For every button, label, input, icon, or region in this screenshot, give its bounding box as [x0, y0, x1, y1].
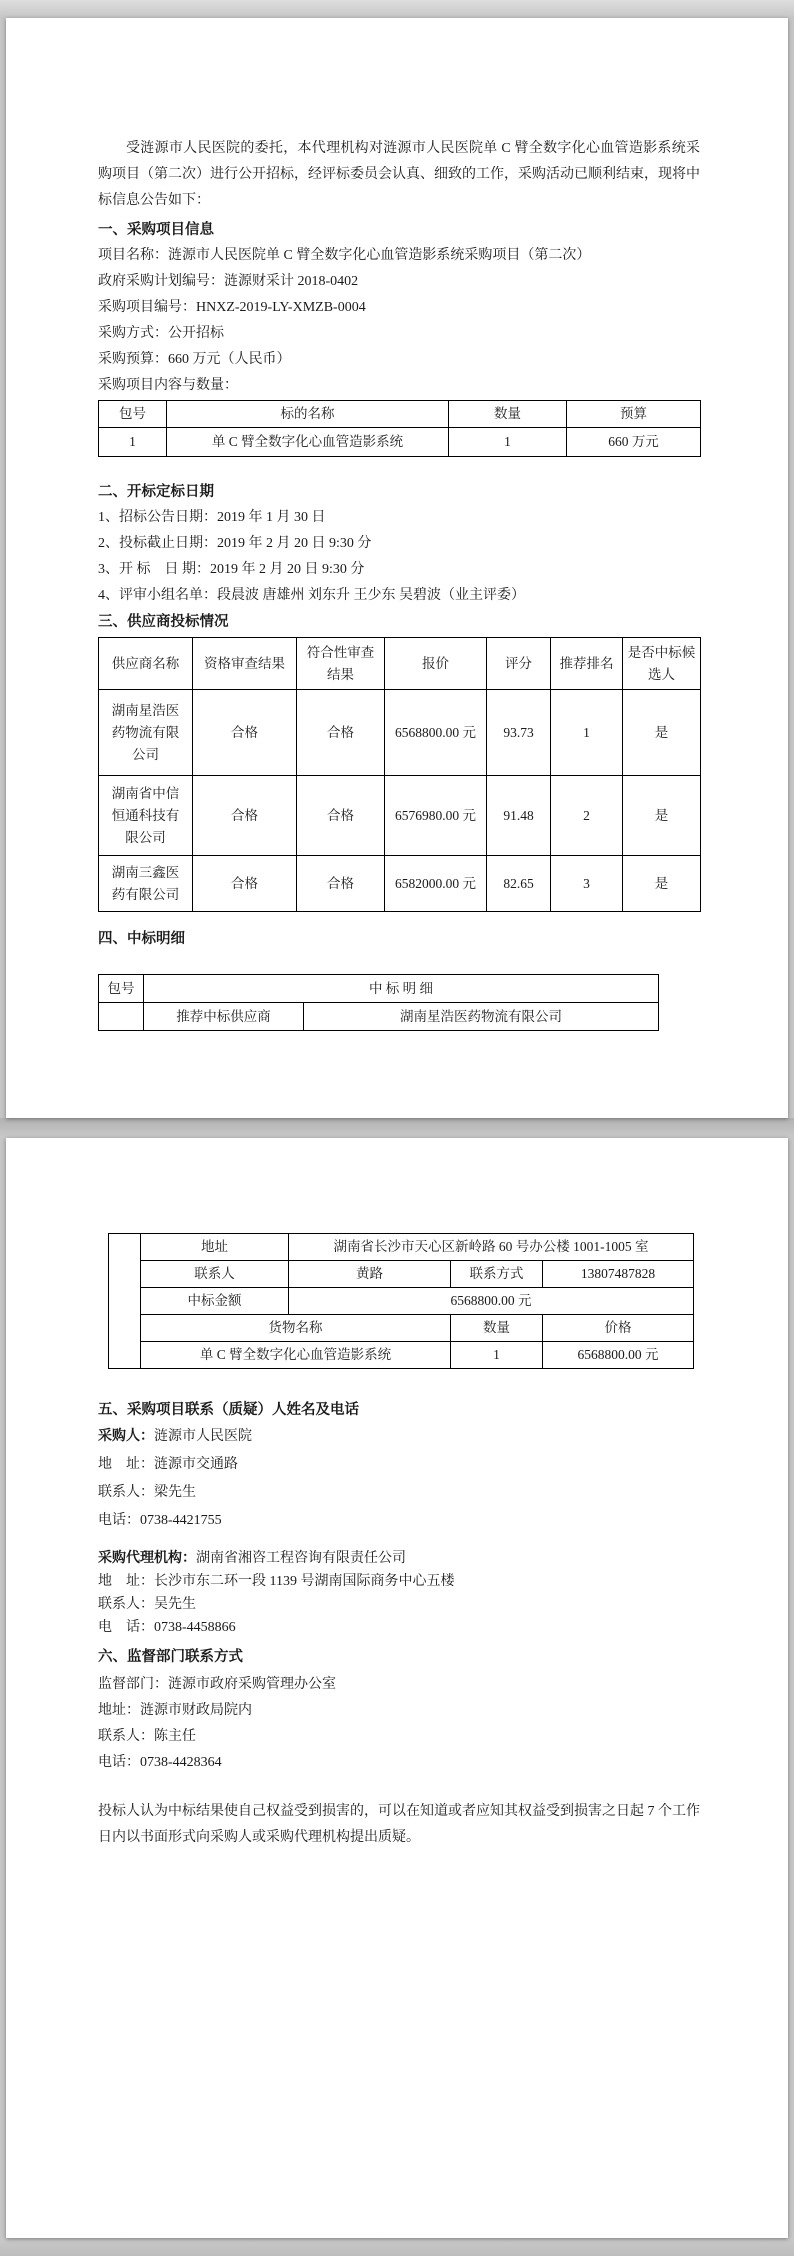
section-3-title: 三、供应商投标情况 [98, 614, 229, 630]
supplier-2-conformity: 合格 [297, 776, 385, 856]
detail-goods-qty: 1 [451, 1342, 543, 1369]
supplier-1-rank: 1 [551, 690, 623, 776]
award-detail-table [108, 1233, 694, 1369]
review-panel-line: 4、评审小组名单：段晨波 唐雄州 刘东升 王少东 吴碧波（业主评委） [98, 588, 525, 603]
purchaser-phone-line: 电话：0738-4421755 [98, 1513, 222, 1528]
supplier-table [98, 637, 701, 912]
closing-paragraph: 投标人认为中标结果使自己权益受到损害的，可以在知道或者应知其权益受到损害之日起 7 个工作日内以书面形式向采购人或采购代理机构提出质疑。 [98, 1804, 700, 1845]
supplier-2-quote: 6576980.00 元 [385, 776, 487, 856]
purchaser-group [98, 1423, 700, 1535]
supplier-row-2 [99, 776, 701, 856]
project-number-line: 采购项目编号：HNXZ-2019-LY-XMZB-0004 [98, 300, 366, 315]
agency-phone-line: 电 话：0738-4458866 [98, 1620, 236, 1635]
award-cell-package [99, 1003, 144, 1031]
supplier-1-score: 93.73 [487, 690, 551, 776]
detail-empty-column [109, 1234, 141, 1369]
supplier-1-conformity: 合格 [297, 690, 385, 776]
procurement-method-line: 采购方式：公开招标 [98, 326, 224, 341]
detail-amount-value: 6568800.00 元 [289, 1288, 694, 1315]
agency-label: 采购代理机构： [98, 1551, 196, 1566]
detail-row-address [109, 1234, 694, 1261]
supplier-1-quote: 6568800.00 元 [385, 690, 487, 776]
section-4-title: 四、中标明细 [98, 931, 185, 947]
items-header-package: 包号 [99, 401, 167, 428]
supplier-3-conformity: 合格 [297, 856, 385, 912]
budget-line: 采购预算：660 万元（人民币） [98, 352, 291, 367]
page-gap [0, 1118, 794, 1138]
agency-group [98, 1547, 700, 1639]
section-6-title: 六、监督部门联系方式 [98, 1649, 243, 1665]
detail-goods-price: 6568800.00 元 [543, 1342, 694, 1369]
supplier-3-qualification: 合格 [193, 856, 297, 912]
detail-goods-name: 单 C 臂全数字化心血管造影系统 [141, 1342, 451, 1369]
intro-paragraph: 受涟源市人民医院的委托，本代理机构对涟源市人民医院单 C 臂全数字化心血管造影系统采购项目（第二次）进行公开招标，经评标委员会认真、细致的工作，采购活动已顺利结束，现将中标信息公告如下： [98, 141, 700, 208]
items-header-qty: 数量 [449, 401, 567, 428]
purchaser-value: 涟源市人民医院 [154, 1429, 252, 1444]
supplier-2-qualification: 合格 [193, 776, 297, 856]
content-quantity-line: 采购项目内容与数量： [98, 378, 238, 393]
detail-contact-label: 联系人 [141, 1261, 289, 1288]
supplier-1-name: 湖南星浩医药物流有限公司 [99, 690, 193, 776]
detail-contact-name: 黄路 [289, 1261, 451, 1288]
items-cell-name: 单 C 臂全数字化心血管造影系统 [167, 428, 449, 457]
detail-row-goods [109, 1342, 694, 1369]
supplier-1-candidate: 是 [623, 690, 701, 776]
supervision-phone-line: 电话：0738-4428364 [98, 1755, 222, 1770]
page-2 [6, 1138, 788, 2238]
detail-row-amount [109, 1288, 694, 1315]
gov-plan-number-line: 政府采购计划编号：涟源财采计 2018-0402 [98, 274, 359, 289]
viewer-background-top [0, 0, 794, 18]
award-header-main: 中 标 明 细 [144, 975, 659, 1003]
items-cell-budget: 660 万元 [567, 428, 701, 457]
detail-goods-name-header: 货物名称 [141, 1315, 451, 1342]
page-1-content [6, 18, 788, 1031]
detail-row-goods-header [109, 1315, 694, 1342]
viewer-background-bottom [0, 2238, 794, 2256]
supervision-group [98, 1672, 700, 1776]
detail-contact-phone: 13807487828 [543, 1261, 694, 1288]
detail-row-contact [109, 1261, 694, 1288]
supplier-2-score: 91.48 [487, 776, 551, 856]
items-table-header-row [99, 401, 701, 428]
supplier-1-qualification: 合格 [193, 690, 297, 776]
supplier-header-qualification: 资格审查结果 [193, 638, 297, 690]
purchaser-line [98, 1423, 700, 1451]
section-2-title: 二、开标定标日期 [98, 484, 214, 500]
supplier-3-quote: 6582000.00 元 [385, 856, 487, 912]
supplier-row-3 [99, 856, 701, 912]
deadline-line: 2、投标截止日期：2019 年 2 月 20 日 9:30 分 [98, 536, 372, 551]
items-table-row [99, 428, 701, 457]
detail-address-value: 湖南省长沙市天心区新岭路 60 号办公楼 1001-1005 室 [289, 1234, 694, 1261]
purchaser-label: 采购人： [98, 1429, 154, 1444]
supplier-3-name: 湖南三鑫医药有限公司 [99, 856, 193, 912]
supplier-3-rank: 3 [551, 856, 623, 912]
award-table-row [99, 1003, 659, 1031]
supplier-header-candidate: 是否中标候选人 [623, 638, 701, 690]
award-table [98, 974, 659, 1031]
detail-address-label: 地址 [141, 1234, 289, 1261]
opening-date-line: 3、开 标 日 期：2019 年 2 月 20 日 9:30 分 [98, 562, 365, 577]
supplier-header-conformity: 符合性审查结果 [297, 638, 385, 690]
award-header-package: 包号 [99, 975, 144, 1003]
items-header-name: 标的名称 [167, 401, 449, 428]
supplier-2-rank: 2 [551, 776, 623, 856]
detail-contact-method-label: 联系方式 [451, 1261, 543, 1288]
items-cell-package: 1 [99, 428, 167, 457]
supplier-table-header-row [99, 638, 701, 690]
supervision-contact-line: 联系人：陈主任 [98, 1729, 196, 1744]
items-table [98, 400, 701, 457]
agency-value: 湖南省湘咨工程咨询有限责任公司 [196, 1551, 406, 1566]
project-name-line: 项目名称：涟源市人民医院单 C 臂全数字化心血管造影系统采购项目（第二次） [98, 248, 591, 263]
section-5-title: 五、采购项目联系（质疑）人姓名及电话 [98, 1402, 359, 1418]
items-cell-qty: 1 [449, 428, 567, 457]
supplier-header-rank: 推荐排名 [551, 638, 623, 690]
items-header-budget: 预算 [567, 401, 701, 428]
section-1-title: 一、采购项目信息 [98, 222, 214, 238]
award-table-header-row [99, 975, 659, 1003]
detail-qty-header: 数量 [451, 1315, 543, 1342]
supplier-header-score: 评分 [487, 638, 551, 690]
supervision-dept-line: 监督部门：涟源市政府采购管理办公室 [98, 1677, 336, 1692]
agency-line [98, 1547, 700, 1570]
supplier-row-1 [99, 690, 701, 776]
supplier-2-candidate: 是 [623, 776, 701, 856]
supervision-address-line: 地址：涟源市财政局院内 [98, 1703, 252, 1718]
supplier-2-name: 湖南省中信恒通科技有限公司 [99, 776, 193, 856]
detail-price-header: 价格 [543, 1315, 694, 1342]
purchaser-address-line: 地 址：涟源市交通路 [98, 1457, 238, 1472]
announce-date-line: 1、招标公告日期：2019 年 1 月 30 日 [98, 510, 326, 525]
detail-amount-label: 中标金额 [141, 1288, 289, 1315]
page-2-content [6, 1138, 788, 1851]
purchaser-contact-line: 联系人：梁先生 [98, 1485, 196, 1500]
agency-contact-line: 联系人：吴先生 [98, 1597, 196, 1612]
supplier-3-score: 82.65 [487, 856, 551, 912]
award-cell-supplier: 湖南星浩医药物流有限公司 [304, 1003, 659, 1031]
page-1 [6, 18, 788, 1118]
award-cell-label: 推荐中标供应商 [144, 1003, 304, 1031]
supplier-3-candidate: 是 [623, 856, 701, 912]
agency-address-line: 地 址：长沙市东二环一段 1139 号湖南国际商务中心五楼 [98, 1574, 455, 1589]
supplier-header-quote: 报价 [385, 638, 487, 690]
supplier-header-name: 供应商名称 [99, 638, 193, 690]
